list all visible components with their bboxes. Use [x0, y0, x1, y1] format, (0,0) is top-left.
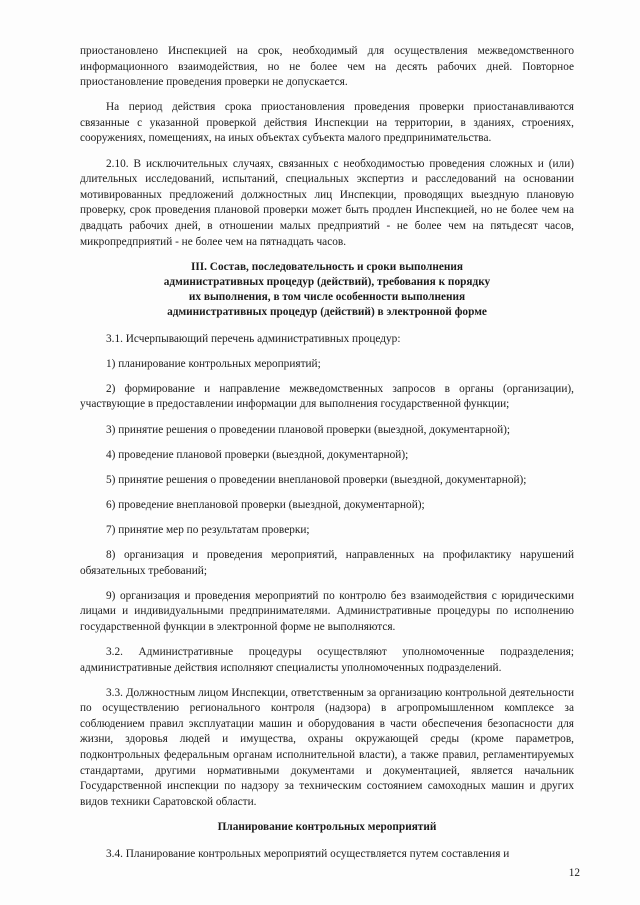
paragraph-suspension-continued: приостановлено Инспекцией на срок, необходимый для осуществления межведомственного информационного взаимодействия, но не более чем на десять рабочих дней. Повторное приостановление проведения проверки не допускается. [80, 45, 574, 89]
paragraph-3-4: 3.4. Планирование контрольных мероприятий осуществляется путем составления и [106, 848, 510, 861]
list-item-7: 7) принятие мер по результатам проверки; [106, 523, 310, 536]
paragraph-suspension-effects: На период действия срока приостановления проведения проверки приостанавливаются связанные с указанной проверкой действия Инспекции на территории, в зданиях, строениях, сооружениях, помещениях, на иных объектах субъекта малого предпринимательства. [80, 101, 574, 145]
list-item-3: 3) принятие решения о проведении плановой проверки (выездной, документарной); [106, 423, 511, 436]
paragraph-3-3: 3.3. Должностным лицом Инспекции, ответственным за организацию контрольной деятельности по осуществлению регионального контроля (надзора) в агропромышленном комплексе за соблюдением правил эксплуатации машин и оборудования в части обеспечения безопасности для жизни, здоровья людей и имущества, охраны окружающей среды (кроме параметров, подконтрольных федеральным органам исполнительной власти), а также правил, регламентируемых стандартами, другими нормативными документами и документацией, является начальник Государственной инспекции по надзору за техническим состоянием самоходных машин и других видов техники Саратовской области. [80, 686, 574, 808]
section-heading-line: административных процедур (действий) в электронной форме [167, 305, 487, 318]
section-heading-line: III. Состав, последовательность и сроки выполнения [190, 260, 464, 273]
section-heading [80, 260, 574, 320]
subheading-planning: Планирование контрольных мероприятий [217, 820, 437, 833]
paragraph-3-2: 3.2. Административные процедуры осуществляют уполномоченные подразделения; административные действия исполняют специалисты уполномоченных подразделений. [80, 645, 574, 674]
list-item-8: 8) организация и проведения мероприятий, направленных на профилактику нарушений обязательных требований; [80, 548, 574, 577]
section-heading-line: их выполнения, в том числе особенности выполнения [188, 290, 466, 303]
paragraph-3-1: 3.1. Исчерпывающий перечень административных процедур: [106, 332, 401, 345]
list-item-4: 4) проведение плановой проверки (выездной, документарной); [106, 448, 409, 461]
list-item-9: 9) организация и проведения мероприятий по контролю без взаимодействия с юридическими лицами и индивидуальными предпринимателями. Административные процедуры по исполнению государственной функции в электронной форме не выполняются. [80, 589, 574, 633]
document-body [80, 44, 574, 863]
page-number: 12 [568, 867, 580, 879]
list-item-1: 1) планирование контрольных мероприятий; [106, 357, 321, 370]
list-item-5: 5) принятие решения о проведении внеплановой проверки (выездной, документарной); [106, 473, 527, 486]
section-heading-line: административных процедур (действий), требования к порядку [163, 275, 491, 288]
list-item-6: 6) проведение внеплановой проверки (выездной, документарной); [106, 498, 425, 511]
paragraph-2-10: 2.10. В исключительных случаях, связанных с необходимостью проведения сложных и (или) длительных исследований, испытаний, специальных экспертиз и расследований на основании мотивированных предложений должностных лиц Инспекции, проводящих выездную плановую проверку, срок проведения плановой проверки может быть продлен Инспекцией, но не более чем на двадцать рабочих дней, в отношении малых предприятий - не более чем на пятьдесят часов, микропредприятий - не более чем на пятнадцать часов. [80, 157, 574, 248]
list-item-2: 2) формирование и направление межведомственных запросов в органы (организации), участвующие в предоставлении информации для выполнения государственной функции; [80, 382, 574, 411]
